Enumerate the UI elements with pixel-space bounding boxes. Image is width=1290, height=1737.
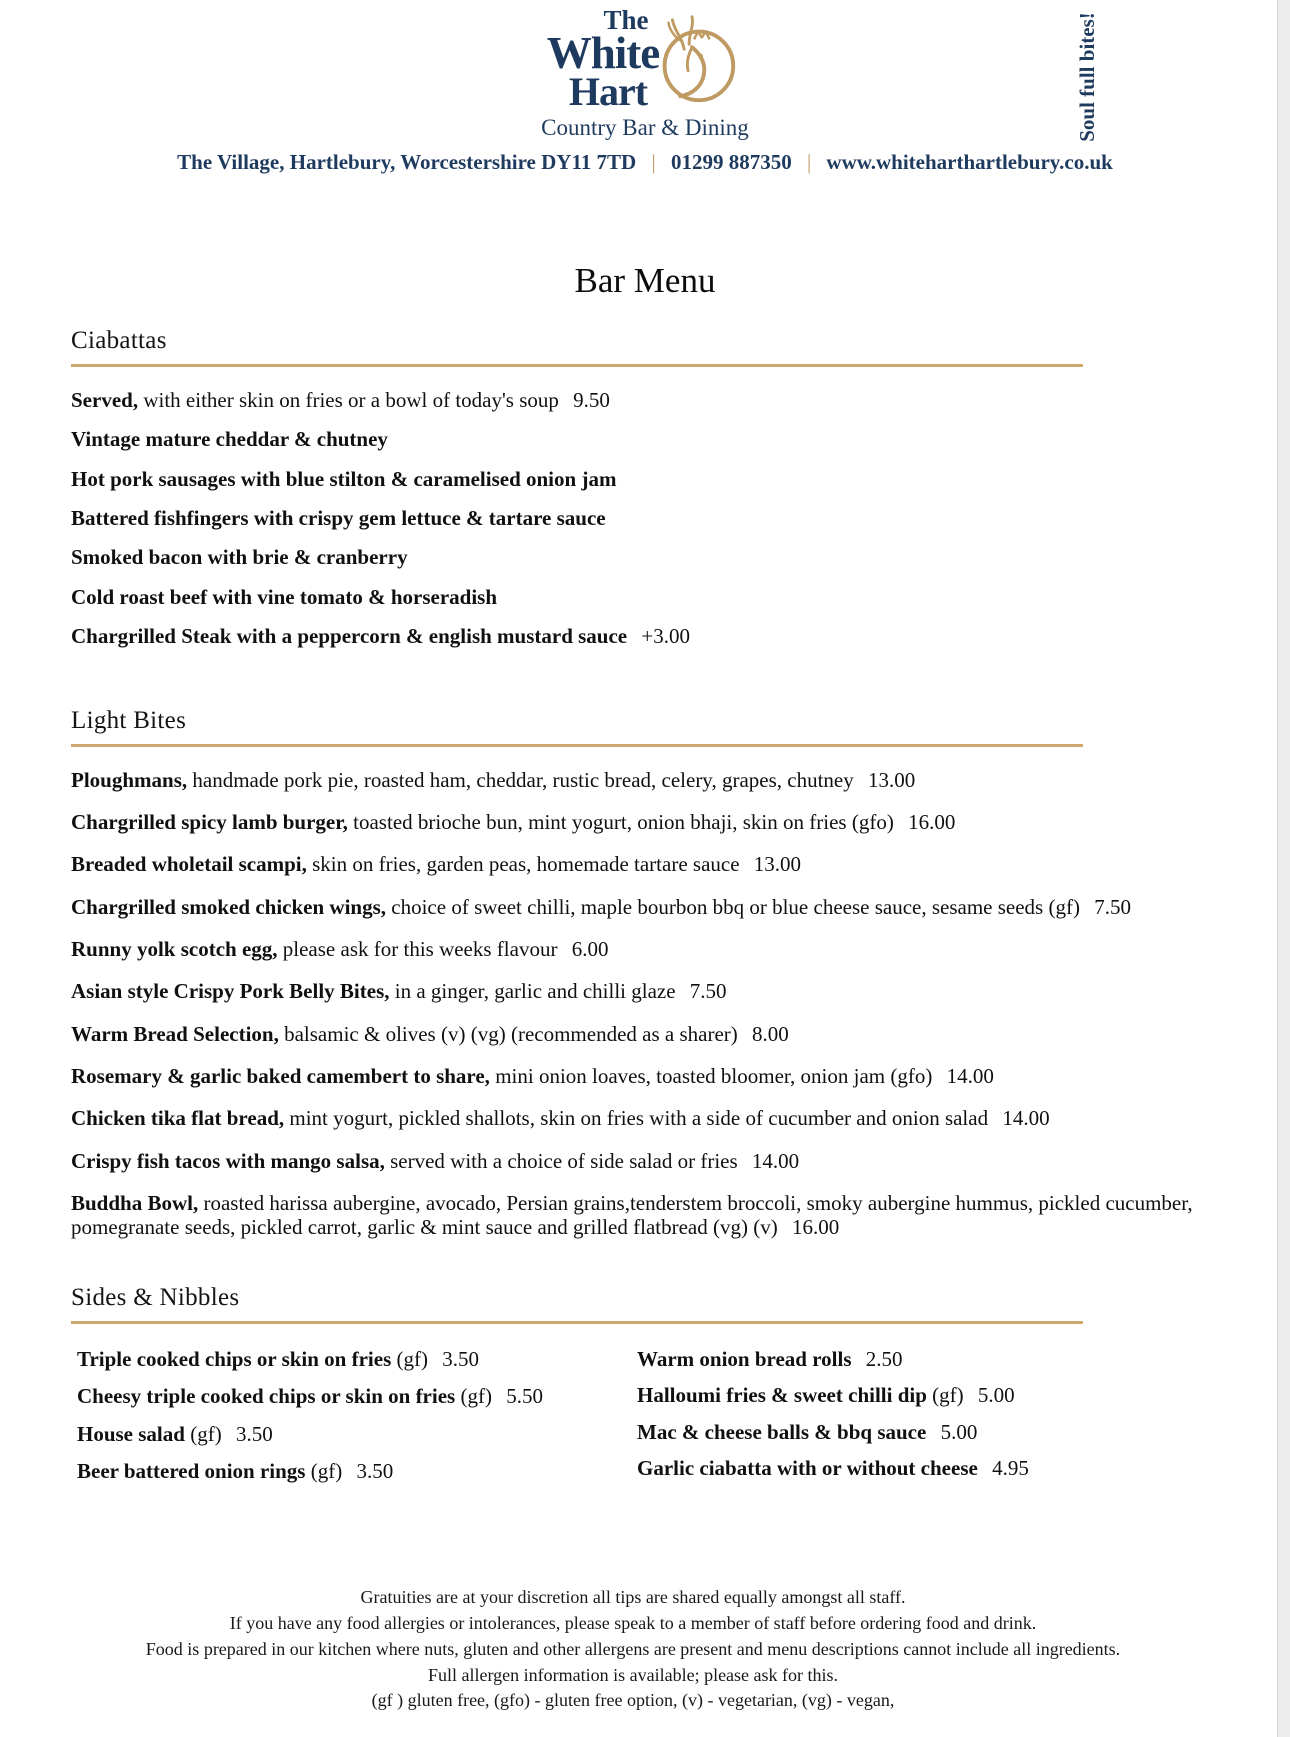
item-name: Runny yolk scotch egg, [71,936,278,961]
item-desc: with either skin on fries or a bowl of today's soup [143,388,559,412]
menu-item [71,506,1195,530]
menu-item [637,1347,1195,1371]
menu-item [71,852,1195,876]
item-name: Smoked bacon with brie & cranberry [71,545,408,570]
section-heading: Ciabattas [71,327,167,354]
side-note: Soul full bites! [1075,12,1099,142]
item-dietary-tag: (gf) [310,1458,343,1483]
logo-line-the: The [603,4,649,35]
menu-content [0,327,1290,1711]
section-light-bites [71,707,1195,1240]
section-ciabattas [71,327,1195,649]
item-name: Halloumi fries & sweet chilli dip [637,1383,927,1408]
item-price: 9.50 [573,388,610,412]
item-name: Chargrilled smoked chicken wings, [71,894,387,919]
item-desc: balsamic & olives (v) (vg) (recommended as a sharer) [284,1021,738,1046]
item-name: Battered fishfingers with crispy gem lettuce & tartare sauce [71,506,606,531]
item-price: 7.50 [689,979,727,1004]
item-name: Rosemary & garlic baked camembert to share, [71,1064,490,1089]
item-name: Ploughmans, [71,767,188,792]
menu-item [77,1347,637,1371]
item-price: 13.00 [753,852,802,877]
menu-item [77,1384,637,1408]
item-name: Warm onion bread rolls [637,1346,852,1371]
item-price: 3.50 [442,1346,479,1371]
item-desc: choice of sweet chilli, maple bourbon bbq or blue cheese sauce, sesame seeds (gf) [391,894,1080,919]
logo-line-hart: Hart [568,69,648,115]
menu-title: Bar Menu [574,261,716,300]
item-desc: skin on fries, garden peas, homemade tartare sauce [312,852,740,877]
stag-logo-icon [645,10,743,113]
item-name: Cheesy triple cooked chips or skin on fries [77,1384,456,1409]
item-price: +3.00 [641,624,690,649]
sides-left-column [71,1347,637,1496]
item-price: 6.00 [571,936,609,961]
footer-line: If you have any food allergies or intolerances, please speak to a member of staff before ordering food and drink. [229,1613,1037,1634]
menu-item [637,1383,1195,1407]
menu-item [71,895,1195,919]
item-name: Cold roast beef with vine tomato & horseradish [71,584,498,609]
website-text: www.whiteharthartlebury.co.uk [826,150,1113,174]
item-dietary-tag: (gf) [460,1384,492,1409]
item-name: Warm Bread Selection, [71,1021,279,1046]
item-price: 3.50 [235,1421,273,1446]
footer-line: Full allergen information is available; please ask for this. [427,1664,839,1685]
item-desc: mint yogurt, pickled shallots, skin on fries with a side of cucumber and onion salad [289,1106,989,1131]
menu-item [71,545,1195,569]
menu-item [71,937,1195,961]
item-price: 5.50 [506,1384,543,1409]
item-name: Vintage mature cheddar & chutney [71,427,388,452]
footer [71,1588,1195,1711]
menu-item [77,1422,637,1446]
address-text: The Village, Hartlebury, Worcestershire DY11 7TD [177,150,637,174]
item-name: Breaded wholetail scampi, [71,852,307,877]
menu-item [637,1456,1195,1480]
menu-item [637,1420,1195,1444]
item-name: Chicken tika flat bread, [71,1106,285,1131]
item-price: 14.00 [751,1148,800,1173]
item-price: 16.00 [791,1215,840,1240]
section-rule [71,744,1083,747]
menu-item [71,624,1195,648]
footer-line: Gratuities are at your discretion all tips are shared equally amongst all staff. [360,1587,906,1608]
menu-item [71,585,1195,609]
brand-tagline: Country Bar & Dining [541,115,749,140]
item-desc: served with a choice of side salad or fries [390,1148,738,1173]
item-desc: toasted brioche bun, mint yogurt, onion bhaji, skin on fries (gfo) [353,809,894,834]
separator: | [806,150,812,174]
item-name: Served, [71,388,139,412]
menu-item [71,810,1195,834]
item-name: Mac & cheese balls & bbq sauce [637,1419,927,1444]
page-edge [1277,0,1290,1737]
item-name: Beer battered onion rings [77,1458,306,1483]
item-price: 2.50 [865,1346,903,1371]
brand-logo-text [546,4,660,115]
item-price: 8.00 [752,1021,789,1046]
menu-item [71,1149,1195,1173]
footer-line: Food is prepared in our kitchen where nuts, gluten and other allergens are present and menu descriptions cannot include all ingredients. [145,1638,1121,1659]
item-name: Chargrilled spicy lamb burger, [71,809,348,834]
item-name: Triple cooked chips or skin on fries [77,1346,392,1371]
item-desc: please ask for this weeks flavour [282,936,558,961]
menu-item [71,1022,1195,1046]
item-name: Buddha Bowl, [71,1191,199,1216]
item-price: 14.00 [1002,1106,1050,1131]
footer-line: (gf ) gluten free, (gfo) - gluten free option, (v) - vegetarian, (vg) - vegan, [371,1690,895,1711]
item-price: 16.00 [908,809,956,834]
item-name: Garlic ciabatta with or without cheese [637,1455,978,1480]
item-price: 14.00 [946,1064,994,1089]
item-desc: in a ginger, garlic and chilli glaze [394,979,676,1004]
menu-item [77,1459,637,1483]
item-price: 5.00 [940,1419,978,1444]
item-price: 13.00 [867,767,916,792]
section-sides-nibbles [71,1284,1195,1496]
section-rule [71,1321,1083,1324]
item-desc: handmade pork pie, roasted ham, cheddar, rustic bread, celery, grapes, chutney [192,767,854,792]
item-price: 3.50 [356,1458,394,1483]
item-price: 4.95 [992,1455,1029,1480]
item-name: Chargrilled Steak with a peppercorn & english mustard sauce [71,624,628,649]
menu-item [71,979,1195,1003]
item-desc: mini onion loaves, toasted bloomer, onion jam (gfo) [495,1064,933,1089]
item-price: 7.50 [1094,894,1131,919]
menu-item [71,1106,1195,1130]
menu-item [71,1064,1195,1088]
section-heading: Sides & Nibbles [71,1283,240,1311]
menu-item [71,1191,1195,1240]
menu-item [71,768,1195,792]
menu-item [71,467,1195,491]
item-dietary-tag: (gf) [932,1383,964,1408]
sides-right-column [637,1347,1195,1496]
logo-line-white: White [546,27,660,78]
item-name: House salad [77,1421,185,1446]
menu-item [71,388,1195,412]
item-price: 5.00 [977,1383,1015,1408]
menu-item [71,427,1195,451]
item-name: Hot pork sausages with blue stilton & caramelised onion jam [71,466,617,491]
phone-text: 01299 887350 [670,150,792,174]
section-heading: Light Bites [71,706,187,734]
item-dietary-tag: (gf) [190,1421,222,1446]
item-name: Crispy fish tacos with mango salsa, [71,1148,385,1173]
item-name: Asian style Crispy Pork Belly Bites, [71,979,390,1004]
section-rule [71,364,1083,367]
separator: | [651,150,656,174]
item-dietary-tag: (gf) [396,1346,428,1371]
item-desc: roasted harissa aubergine, avocado, Persian grains,tenderstem broccoli, smoky aubergine hummus, pickled cucumber, pomegranate seeds, pickled carrot, garlic & mint sauce and grilled flatbread (vg) (v) [71,1191,1193,1240]
